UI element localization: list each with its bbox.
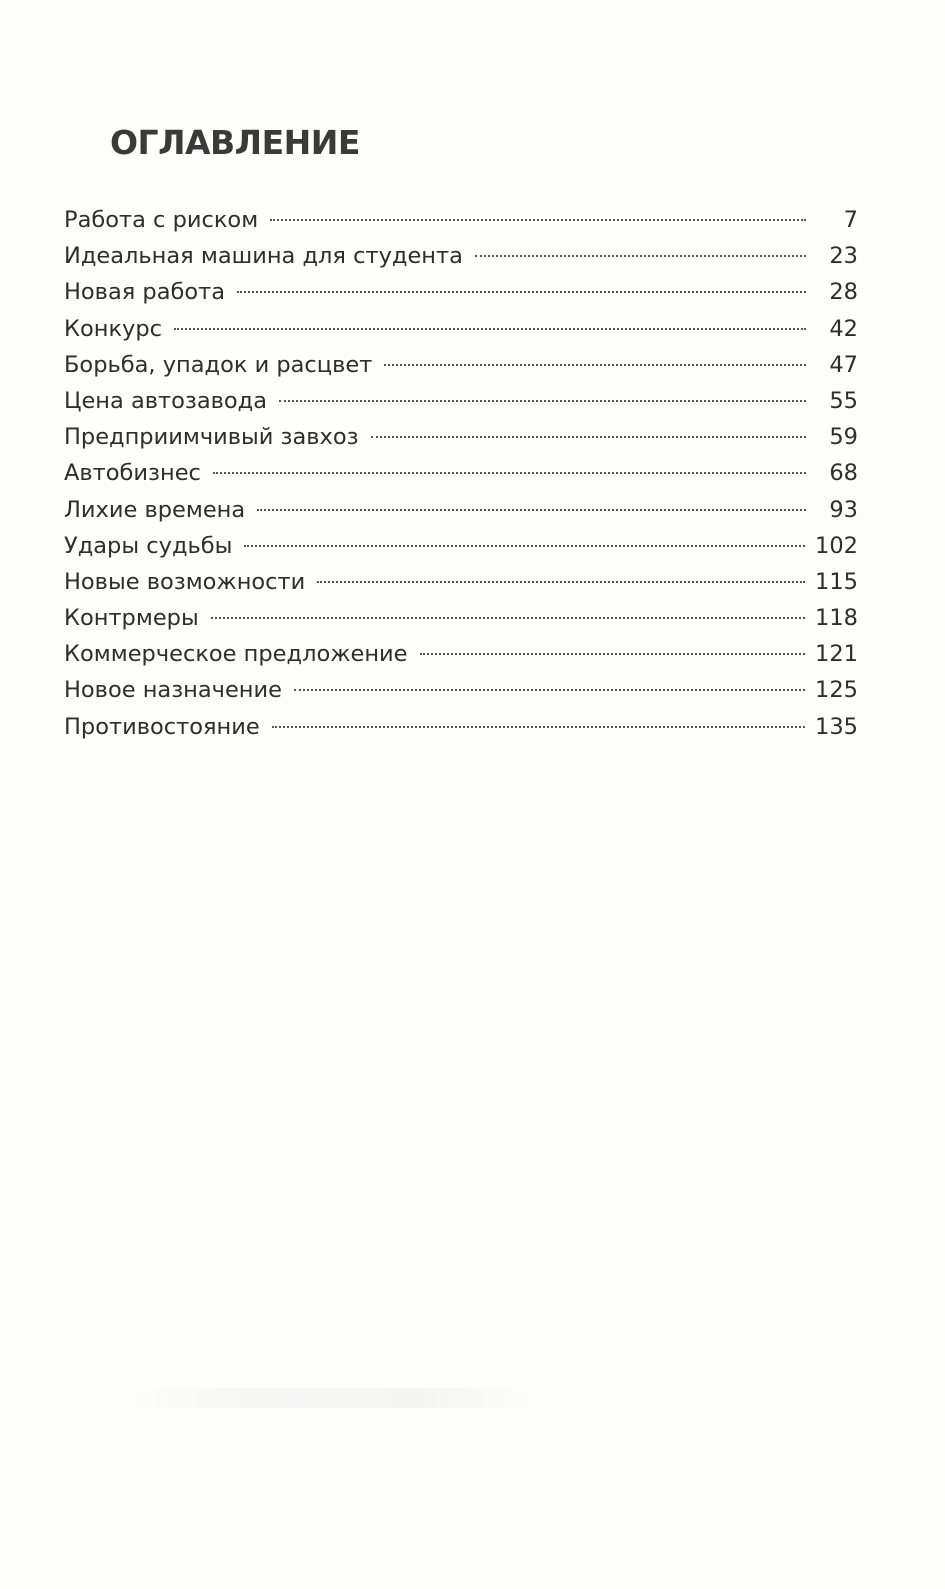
- dot-leader: [213, 472, 806, 474]
- dot-leader: [384, 364, 806, 366]
- dot-leader: [317, 581, 805, 583]
- toc-entry: [64, 492, 858, 528]
- toc-entry: [64, 419, 858, 455]
- toc-entry-page: 23: [829, 243, 858, 270]
- toc-entry: [64, 528, 858, 564]
- toc-entry-title: Новое назначение: [64, 677, 282, 704]
- dot-leader: [279, 400, 806, 402]
- toc-entry-page: 115: [815, 568, 858, 595]
- toc-entry: [64, 274, 858, 310]
- toc-entry-page: 28: [829, 279, 858, 306]
- toc-entry: [64, 564, 858, 600]
- dot-leader: [211, 617, 805, 619]
- dot-leader: [270, 219, 806, 221]
- toc-entry-title: Предприимчивый завхоз: [64, 424, 359, 451]
- toc-entry-page: 7: [843, 207, 858, 233]
- toc-entry-title: Новые возможности: [64, 568, 306, 595]
- toc-entry-title: Борьба, упадок и расцвет: [64, 351, 373, 378]
- toc-entry-title: Лихие времена: [64, 496, 246, 523]
- toc-entry-page: 42: [829, 315, 858, 342]
- toc-entry: [64, 672, 858, 708]
- toc-entry-title: Автобизнес: [64, 460, 201, 487]
- dot-leader: [294, 689, 805, 691]
- toc-entry-page: 135: [815, 713, 858, 740]
- dot-leader: [244, 545, 805, 547]
- toc-entry: [64, 636, 858, 672]
- dot-leader: [237, 291, 806, 293]
- toc-entry-page: 93: [829, 496, 858, 523]
- dot-leader: [257, 509, 806, 511]
- toc-list: [64, 202, 858, 745]
- toc-entry: [64, 202, 858, 238]
- show-through-smudge: [120, 1388, 540, 1408]
- toc-entry-title: Идеальная машина для студента: [64, 243, 463, 270]
- dot-leader: [420, 653, 806, 655]
- toc-entry-page: 55: [829, 387, 858, 414]
- dot-leader: [475, 255, 806, 257]
- toc-entry-title: Цена автозавода: [64, 387, 268, 414]
- toc-entry: [64, 600, 858, 636]
- toc-entry-title: Работа с риском: [64, 207, 259, 233]
- dot-leader: [174, 328, 806, 330]
- toc-entry: [64, 455, 858, 491]
- toc-entry: [64, 347, 858, 383]
- toc-entry-page: 121: [815, 641, 858, 668]
- toc-entry-title: Конкурс: [64, 315, 163, 342]
- toc-entry-title: Контрмеры: [64, 605, 199, 632]
- toc-title: ОГЛАВЛЕНИЕ: [110, 123, 360, 162]
- toc-entry-title: Коммерческое предложение: [64, 641, 408, 668]
- toc-entry-title: Противостояние: [64, 713, 260, 740]
- toc-entry-page: 59: [829, 424, 858, 451]
- dot-leader: [272, 726, 805, 728]
- toc-entry: [64, 709, 858, 745]
- toc-entry-page: 125: [815, 677, 858, 704]
- toc-entry-page: 68: [829, 460, 858, 487]
- toc-entry-title: Новая работа: [64, 279, 226, 306]
- toc-entry: [64, 383, 858, 419]
- toc-entry: [64, 238, 858, 274]
- dot-leader: [371, 436, 806, 438]
- toc-entry-page: 47: [829, 351, 858, 378]
- toc-entry-page: 118: [815, 605, 858, 632]
- toc-entry-title: Удары судьбы: [64, 532, 233, 559]
- toc-entry: [64, 311, 858, 347]
- toc-entry-page: 102: [815, 532, 858, 559]
